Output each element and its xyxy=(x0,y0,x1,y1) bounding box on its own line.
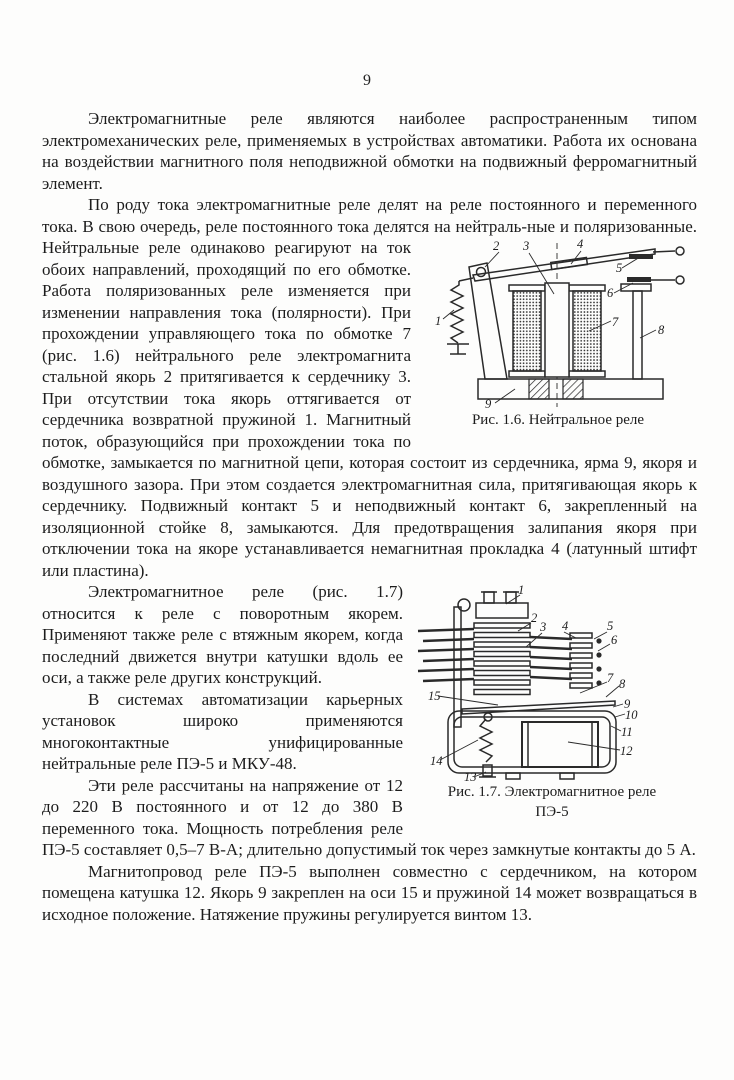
fig17-label-2: 2 xyxy=(530,611,537,625)
paragraph-relay-types-seg1: По роду тока электромагнитные реле делят на реле постоянного и переменного тока. В свою очередь, реле постоянного тока делятся на нейтраль- xyxy=(42,195,697,236)
fig17-label-8: 8 xyxy=(618,677,625,691)
paragraph-automation-text: В системах автоматизации карьерных установок широко применяются многоконтактные унифицированные нейтральные реле ПЭ-5 и МКУ-48. xyxy=(42,689,403,773)
fig16-label-5: 5 xyxy=(616,261,623,275)
fig17-label-5: 5 xyxy=(606,619,613,633)
figure-1-7 xyxy=(407,581,697,835)
paragraph-magnetic-circuit xyxy=(42,861,697,926)
fig16-label-4: 4 xyxy=(577,237,584,251)
fig16-label-8: 8 xyxy=(658,323,665,337)
fig17-label-4: 4 xyxy=(561,619,568,633)
paragraph-relay-types xyxy=(42,194,697,581)
fig16-label-7: 7 xyxy=(612,315,619,329)
fig17-label-7: 7 xyxy=(606,671,613,685)
figure-1-6-caption: Рис. 1.6. Нейтральное реле xyxy=(471,412,645,428)
fig17-label-10: 10 xyxy=(624,708,637,722)
paragraph-ratings-text: Эти реле рассчитаны на напряжение от 12 до 220 В постоянного и от 12 до 380 В переменного тока. Мощность потребления реле ПЭ-5 составляет 0,5–7 В-А; длительно допустимый ток через замкнутые контакты до 5 А. xyxy=(42,775,696,859)
pe5-relay-diagram xyxy=(410,581,695,781)
fig16-label-3: 3 xyxy=(523,239,530,253)
figure-1-6 xyxy=(419,237,697,449)
fig17-label-1: 1 xyxy=(517,583,524,597)
fig16-label-1: 1 xyxy=(435,314,442,328)
paragraph-intro-text: Электромагнитные реле являются наиболее распространенным типом электромеханических реле, применяемых в устройствах автоматики. Работа их основана на воздействии магнитного поля неподвижной обмотки на подвижный ферромагнитный элемент. xyxy=(42,109,697,193)
page-number: 9 xyxy=(363,72,371,89)
figure-1-7-caption-line2: ПЭ-5 xyxy=(535,804,569,820)
fig16-label-2: 2 xyxy=(493,239,500,253)
fig16-label-9: 9 xyxy=(485,397,492,409)
fig17-label-9: 9 xyxy=(623,697,630,711)
fig17-label-13: 13 xyxy=(463,770,476,781)
fig17-label-11: 11 xyxy=(620,725,633,739)
fig17-label-3: 3 xyxy=(539,620,546,634)
fig16-label-6: 6 xyxy=(607,286,614,300)
fig17-label-14: 14 xyxy=(429,754,442,768)
fig17-label-12: 12 xyxy=(619,744,632,758)
neutral-relay-diagram xyxy=(423,237,693,409)
page-content xyxy=(42,108,697,925)
fig17-label-15: 15 xyxy=(427,689,440,703)
figure-1-7-caption-line1: Рис. 1.7. Электромагнитное реле xyxy=(447,784,657,800)
paragraph-pe5-intro-text: Электромагнитное реле (рис. 1.7) относится к реле с поворотным якорем. Применяют также реле с втяжным якорем, когда последний движется внутри катушки вдоль ее оси, а также реле других конструкций. xyxy=(42,582,403,687)
fig17-label-6: 6 xyxy=(610,633,617,647)
paragraph-intro xyxy=(42,108,697,194)
paragraph-relay-types-seg2: ные и поляризованные. Нейтральные реле одинаково реагируют на ток обоих направлений, проходящий по его обмотке. Работа поляризованных реле изменяется при изменении направления тока (полярности). При прохождении управляющего тока по обмотке 7 (рис. 1.6) нейтрального реле электромагнита стальной якорь 2 притягивается к сердечнику 3. При отсутствии тока якорь оттягивается от сердечника возвратной пружиной 1. Магнитный поток, образующийся при прохождении тока по обмотке, замыкается по магнитной цепи, которая состоит из сердечника, ярма 9, якоря и воздушного зазора. При этом создается электромагнитная сила, притягивающая якорь к сердечнику. Подвижный контакт 5 и неподвижный контакт 6, закрепленный на изоляционной стойке 8, замыкаются. Для предотвращения залипания якоря при отключении тока на якоре устанавливается немагнитная прокладка 4 (латунный штифт или пластина). xyxy=(42,216,697,580)
paragraph-magnetic-circuit-text: Магнитопровод реле ПЭ-5 выполнен совместно с сердечником, на котором помещена катушка 12. Якорь 9 закреплен на оси 15 и пружиной 14 может возвращаться в исходное положение. Натяжение пружины регулируется винтом 13. xyxy=(42,861,697,924)
